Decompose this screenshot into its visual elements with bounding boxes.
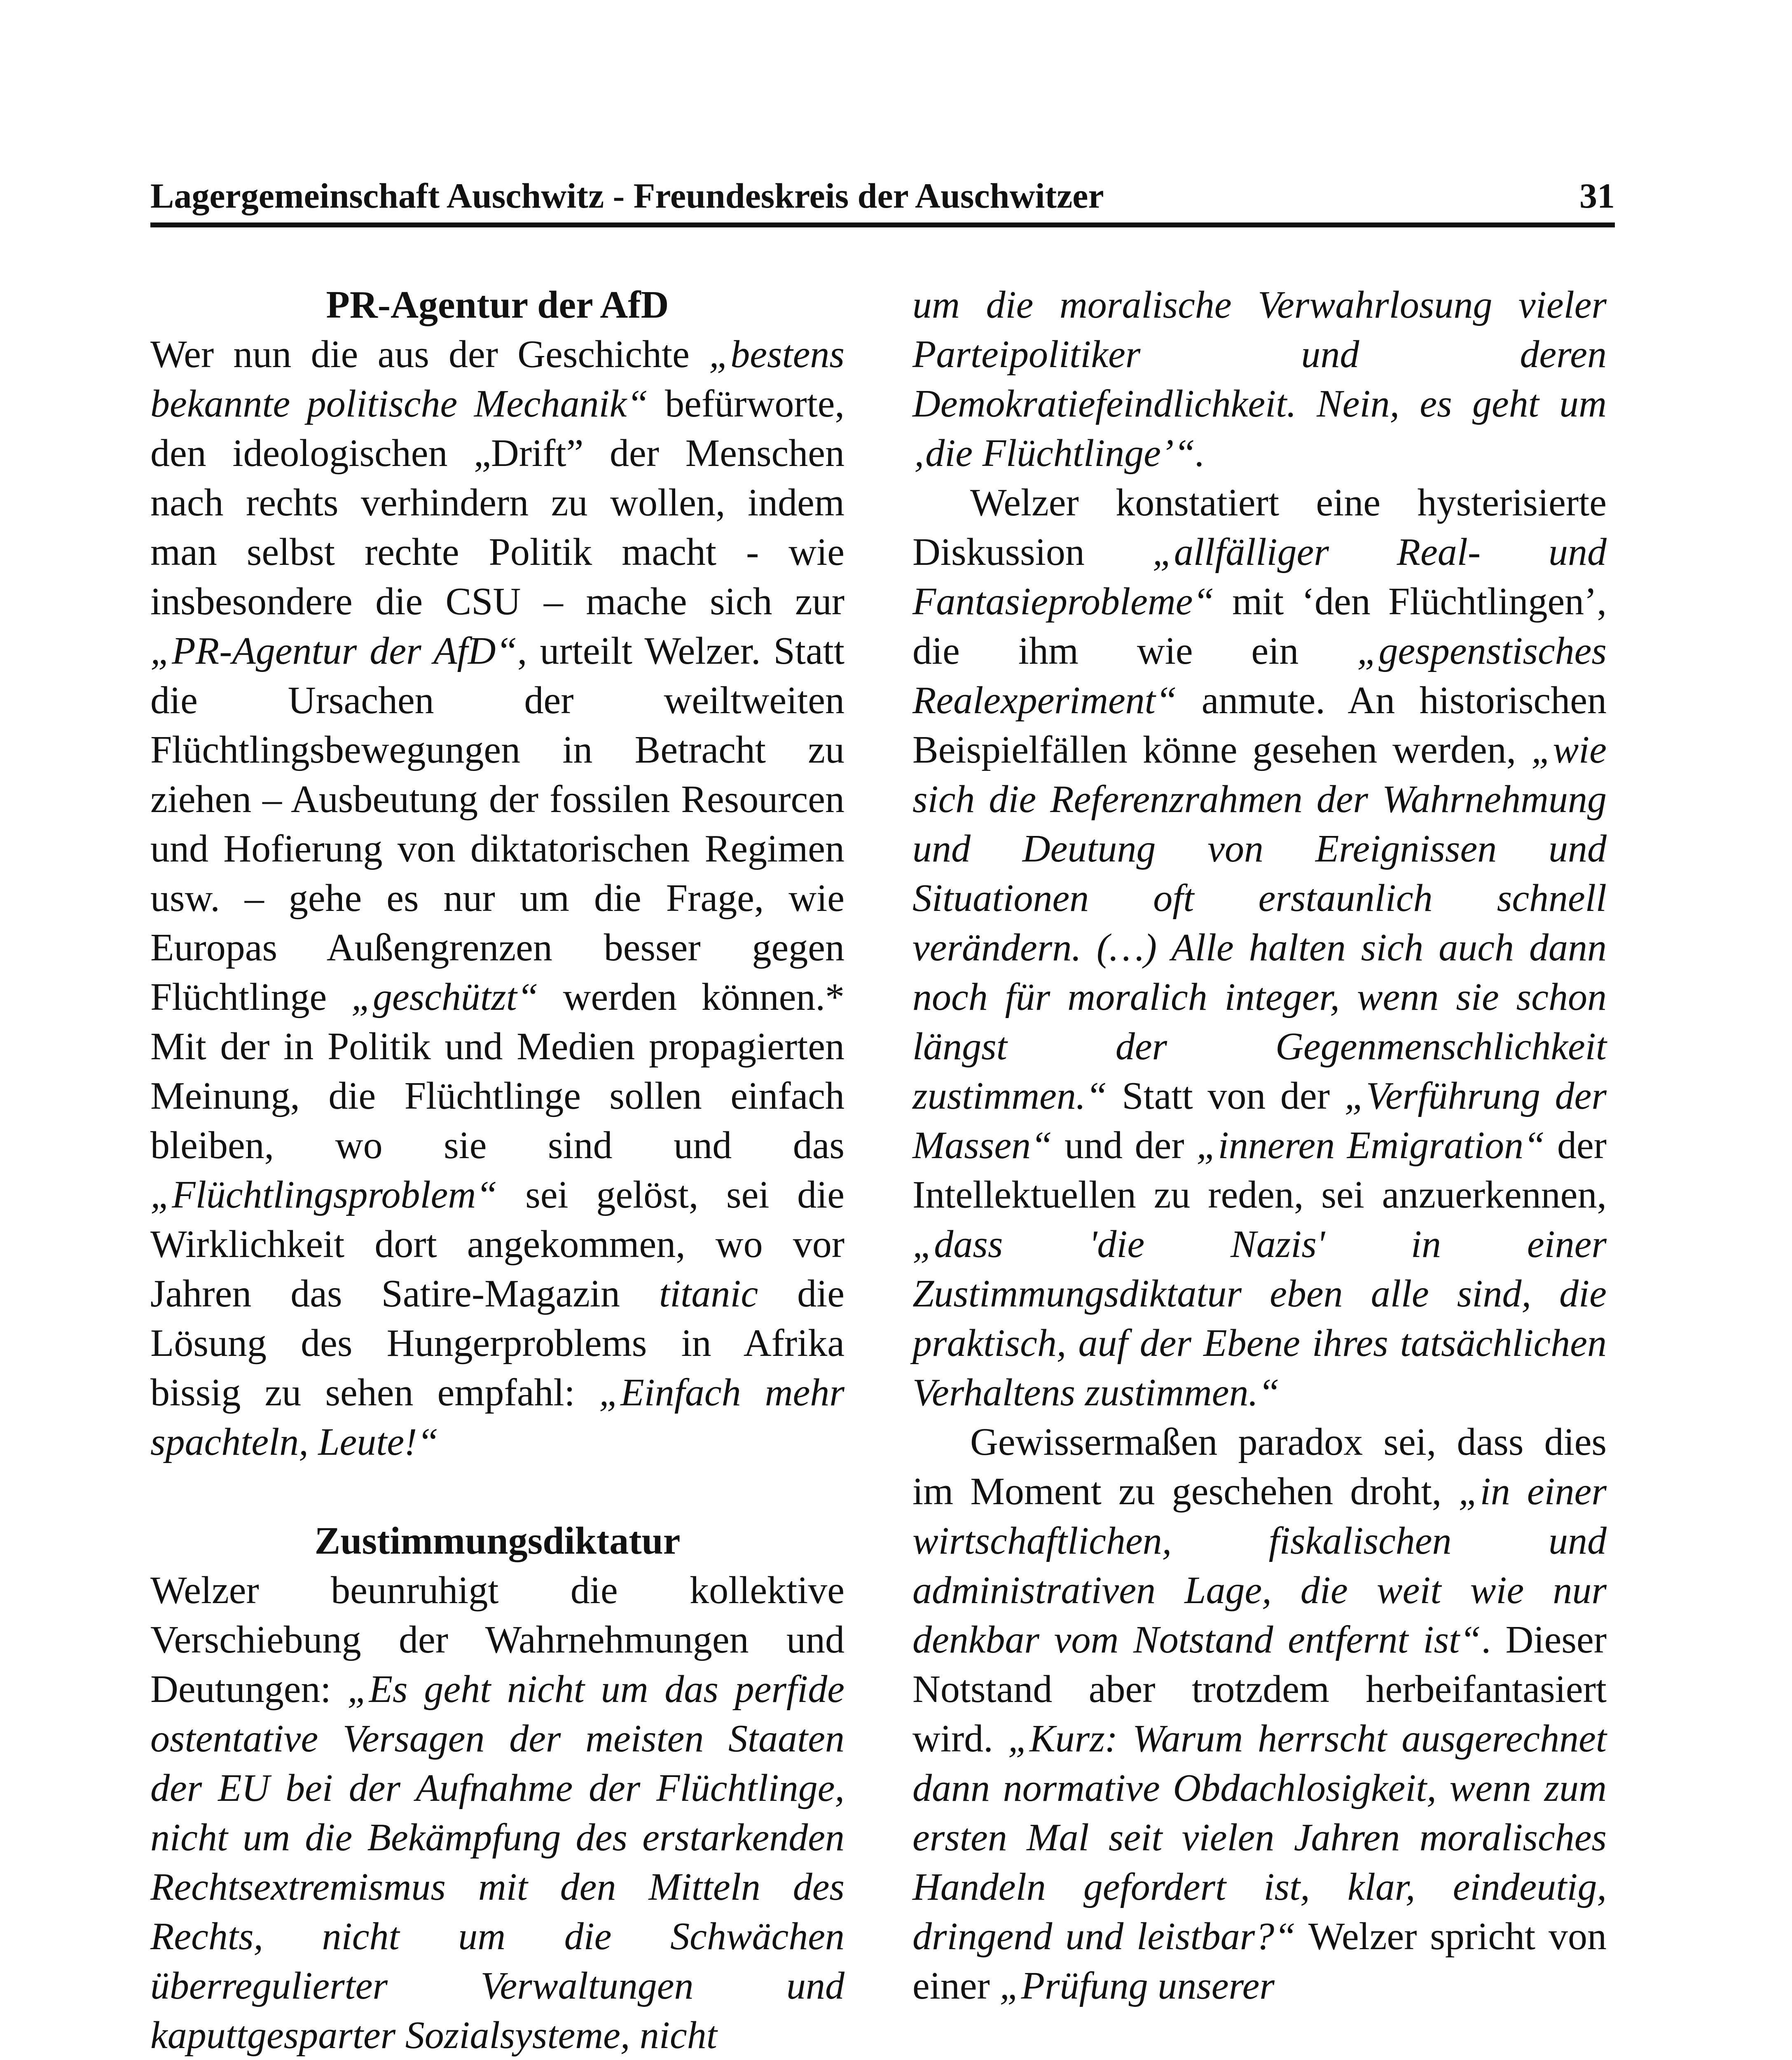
header-title: Lagergemeinschaft Auschwitz - Freundeskreis der Auschwitzer — [150, 176, 1104, 215]
text-run: anmute. An historischen Beispielfällen könne gesehen werden, — [912, 679, 1607, 771]
quote-run: „Kurz: Warum herrscht ausgerechnet dann normative Obdachlosigkeit, wenn zum ersten Mal seit vielen Jahren moralisches Handeln gefordert ist, klar, eindeutig, dringend und leistbar?“ — [912, 1717, 1607, 1958]
paragraph — [912, 280, 1607, 478]
quote-run: „gespenstisches Realexperiment“ — [912, 630, 1607, 722]
paragraph — [912, 478, 1607, 1417]
text-run: werden können.* Mit der in Politik und Medien propagierten Meinung, die Flüchtlinge sollen einfach bleiben, wo sie sind und das — [150, 976, 845, 1167]
quote-run: „inneren Emigration“ — [1196, 1124, 1545, 1167]
page-number: 31 — [1579, 176, 1615, 215]
quote-run: „Flüchtlingsproblem“ — [150, 1173, 498, 1216]
quote-run: um die moralische Verwahrlosung vieler Parteipolitiker und deren Demokratiefeindlichkeit. Nein, es geht um ‚die Flüchtlinge’“. — [912, 283, 1607, 475]
quote-run: „in einer wirtschaftlichen, fiskalischen und administrativen Lage, die weit wie nur denkbar vom Notstand entfernt ist“ — [912, 1470, 1607, 1661]
left-column — [150, 280, 845, 2060]
text-run: Gewissermaßen paradox sei, dass dies im Moment zu geschehen droht, — [912, 1421, 1607, 1513]
paragraph — [150, 1566, 845, 2060]
quote-run: „geschützt“ — [351, 976, 539, 1018]
right-column — [912, 280, 1607, 2011]
text-run: sei gelöst, sei die Wirklichkeit dort angekommen, wo vor Jahren das Satire-Magazin — [150, 1173, 845, 1315]
text-run: die Lösung des Hungerproblems in Afrika bissig zu sehen empfahl: — [150, 1272, 845, 1414]
section-heading-pr-agentur: PR-Agentur der AfD — [326, 283, 669, 326]
text-run: der Intellektuellen zu reden, sei anzuerkennen, — [912, 1124, 1607, 1216]
quote-run: „dass 'die Nazis' in einer Zustimmungsdiktatur eben alle sind, die praktisch, auf der Ebene ihres tatsächlichen Verhaltens zustimmen.“ — [912, 1223, 1607, 1414]
text-run: befürworte, den ideologischen „Drift” der Menschen nach rechts verhindern zu wollen, indem man selbst rechte Politik macht - wie insbesondere die CSU – mache sich zur — [150, 382, 845, 623]
text-run: Statt von der — [1107, 1074, 1345, 1117]
text-run: Welzer konstatiert eine hysterisierte Diskussion — [912, 481, 1607, 574]
quote-run: „Verführung der Massen“ — [912, 1074, 1607, 1167]
text-run: Wer nun die aus der Geschichte — [150, 333, 709, 376]
quote-run: „Prüfung unserer — [999, 1964, 1275, 2007]
text-run: und der — [1052, 1124, 1197, 1167]
quote-run: „Es geht nicht um das perfide ostentative Versagen der meisten Staaten der EU bei der Aufnahme der Flüchtlinge, nicht um die Bekämpfung des erstarkenden Rechtsextremismus mit den Mitteln des Rechts, nicht um die Schwächen überregulierter Verwaltungen und kaputtgesparter Sozialsysteme, nicht — [150, 1668, 845, 2057]
quote-run: „Einfach mehr spachteln, Leute!“ — [150, 1371, 845, 1463]
running-header — [150, 173, 1615, 227]
quote-run: titanic — [659, 1272, 758, 1315]
text-run: , urteilt Welzer. Statt die Ursachen der weiltweiten Flüchtlingsbewegungen in Betracht zu ziehen – Ausbeutung der fossilen Resourcen und Hofierung von diktatorischen Regimen usw. – gehe es nur um die Frage, wie Europas Außengrenzen besser gegen Flüchtlinge — [150, 630, 845, 1018]
paragraph — [912, 1417, 1607, 2011]
paragraph — [150, 330, 845, 1467]
section-heading-zustimmungsdiktatur: Zustimmungsdiktatur — [314, 1519, 681, 1562]
text-run: . Dieser Notstand aber trotzdem herbeifantasiert wird. — [912, 1618, 1607, 1760]
quote-run: „PR-Agentur der AfD“ — [150, 630, 517, 672]
text-run: Welzer beunruhigt die kollektive Verschiebung der Wahrnehmungen und Deutungen: — [150, 1569, 845, 1711]
quote-run: „allfälliger Real- und Fantasieprobleme“ — [912, 531, 1607, 623]
text-run: mit ‘den Flüchtlingen’, die ihm wie ein — [912, 580, 1607, 672]
quote-run: „bestens bekannte politische Mechanik“ — [150, 333, 845, 425]
quote-run: „wie sich die Referenzrahmen der Wahrnehmung und Deutung von Ereignissen und Situationen oft erstaunlich schnell verändern. (…) Alle halten sich auch dann noch für moralich integer, wenn sie schon längst der Gegenmenschlichkeit zustimmen.“ — [912, 728, 1607, 1117]
text-run: Welzer spricht von einer — [912, 1915, 1607, 2007]
